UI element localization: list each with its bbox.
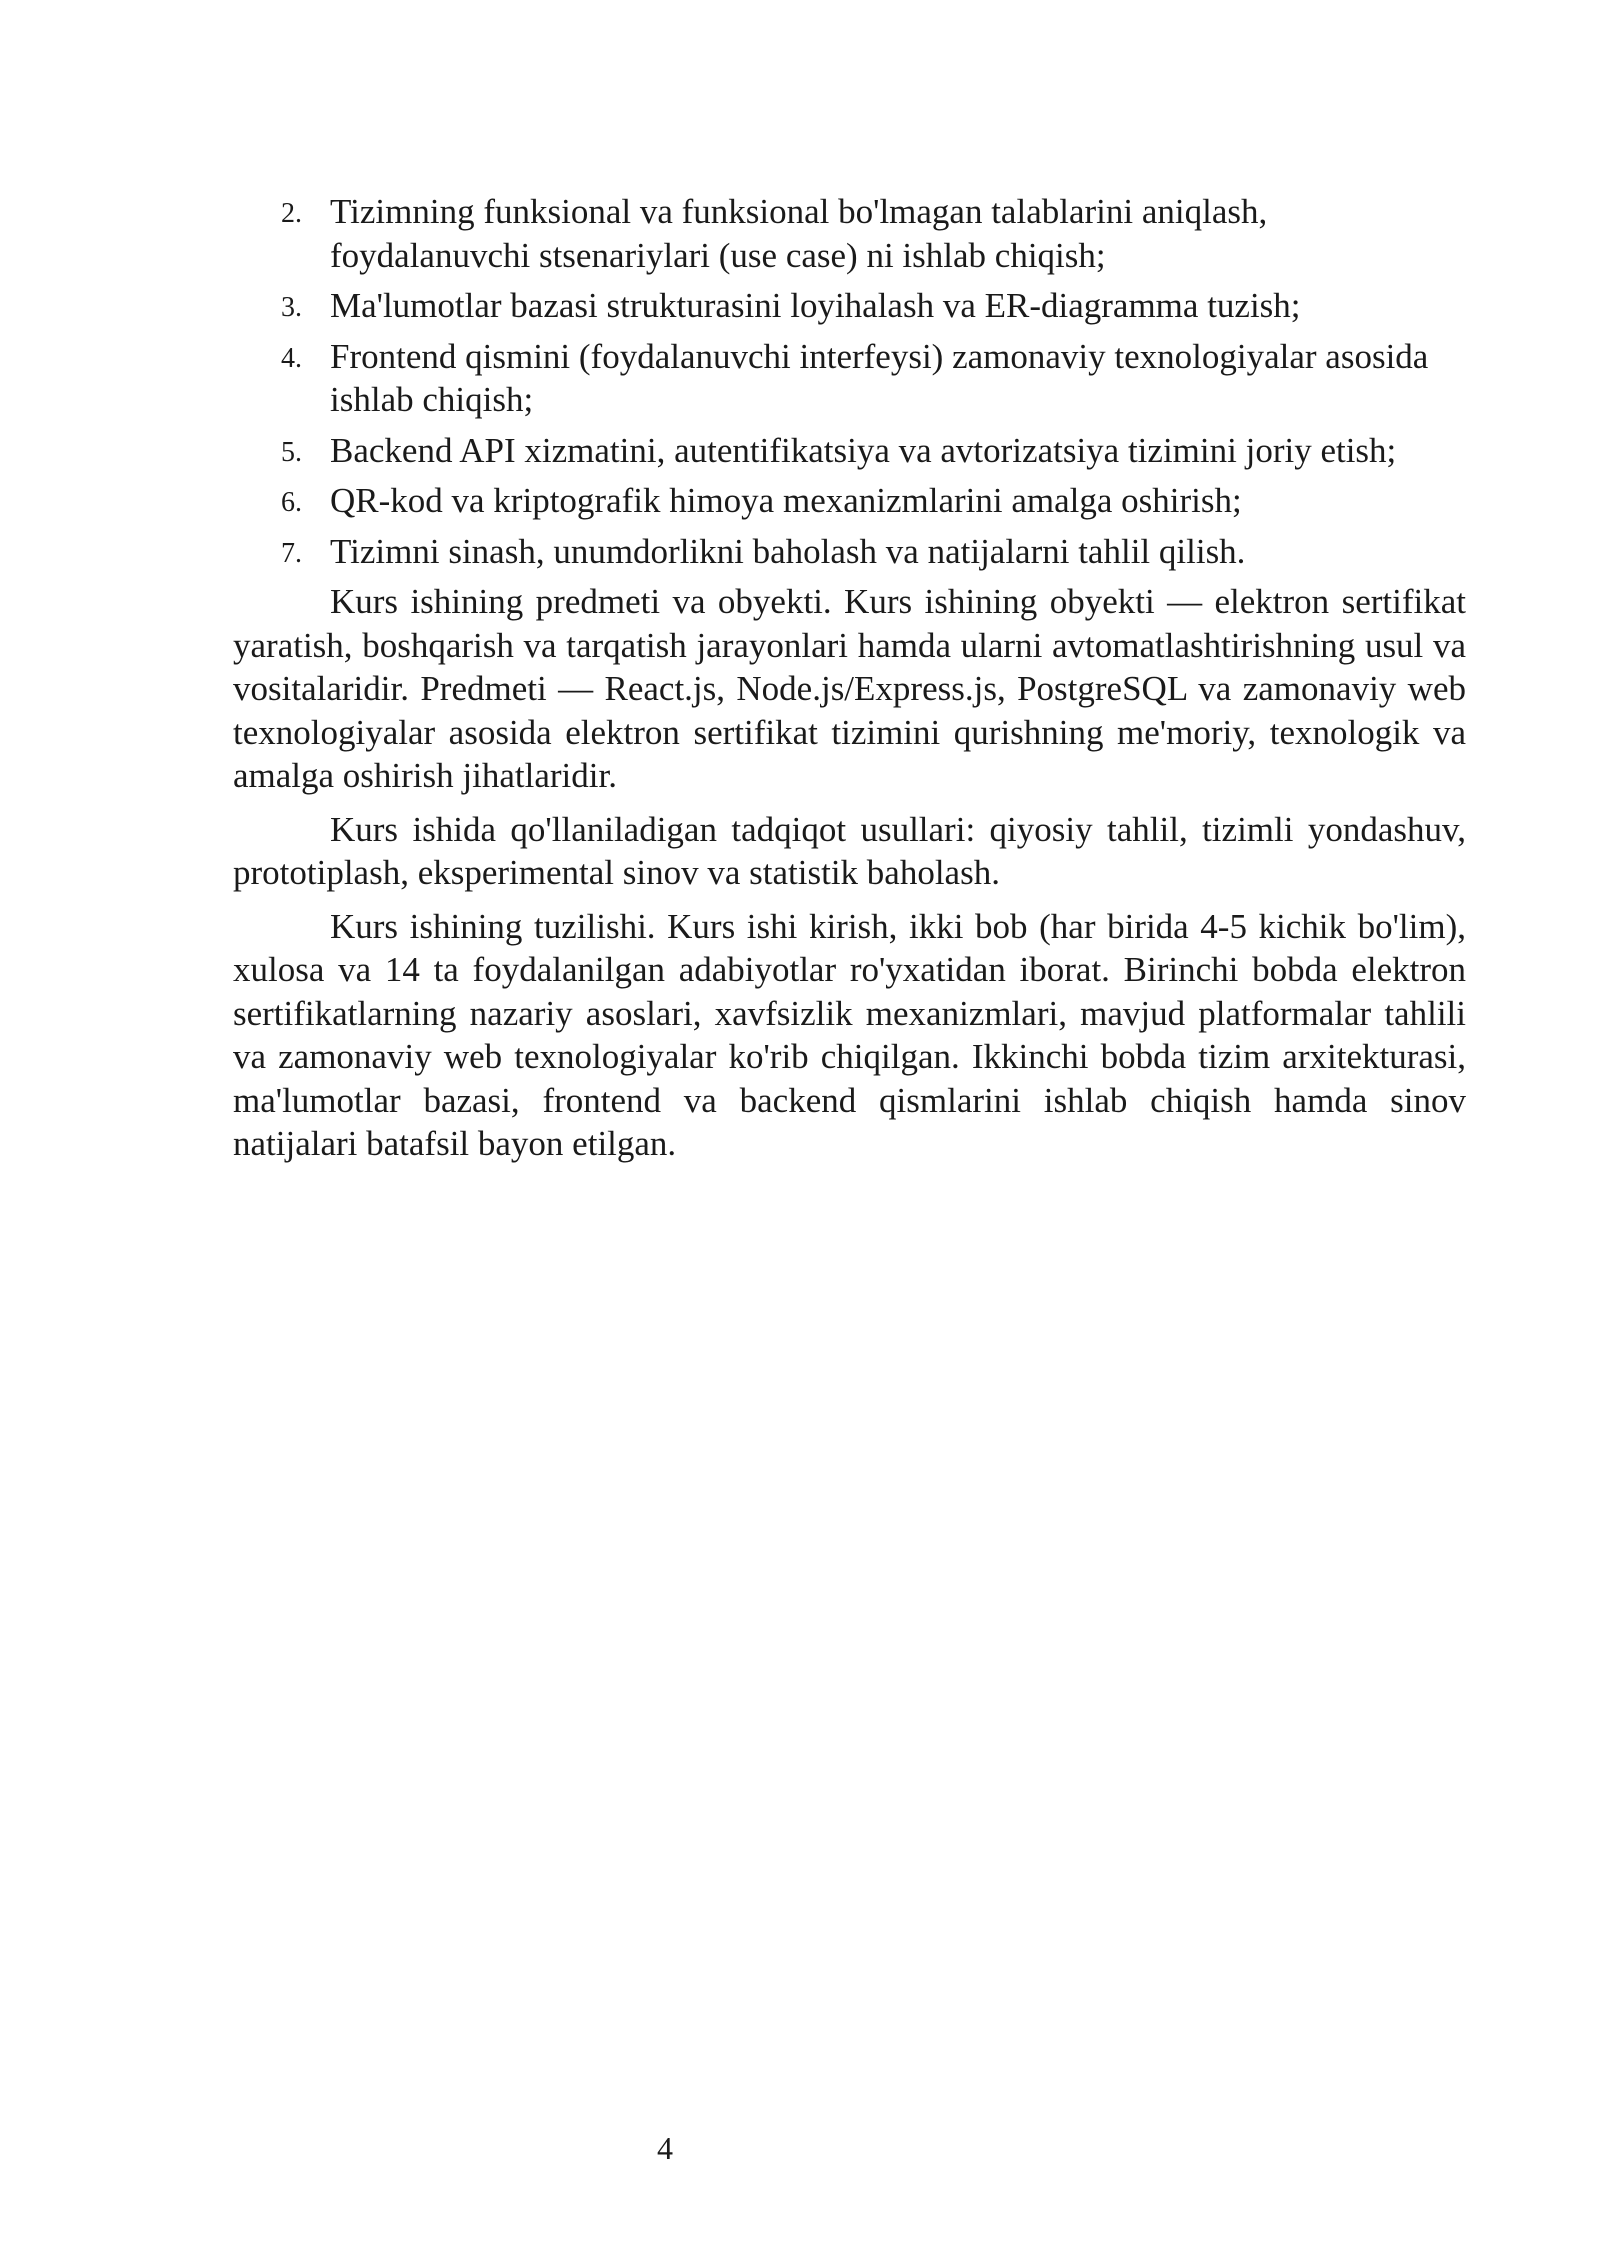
paragraph-subject-object: Kurs ishining predmeti va obyekti. Kurs ishining obyekti — elektron sertifikat yaratish, boshqarish va tarqatish jarayonlari hamda ularni avtomatlashtirishning usul va vositalaridir. Predmeti — React.js, Node.js/Express.js, PostgreSQL va zamonaviy web texnologiyalar asosida elektron sertifikat tizimini qurishning me'moriy, texnologik va amalga oshirish jihatlaridir.	[233, 582, 1466, 795]
list-item-text: QR-kod va kriptografik himoya mexanizmlarini amalga oshirish;	[330, 481, 1242, 520]
list-item-number: 2.	[281, 198, 302, 229]
list-item-number: 4.	[281, 342, 302, 374]
list-item-number: 5.	[281, 436, 302, 468]
list-item-text: Tizimning funksional va funksional bo'lmagan talablarini aniqlash, foydalanuvchi stsenariylari (use case) ni ishlab chiqish;	[330, 192, 1268, 275]
list-item	[233, 530, 1466, 574]
list-item	[233, 479, 1466, 523]
list-item-text: Backend API xizmatini, autentifikatsiya va avtorizatsiya tizimini joriy etish;	[330, 430, 1397, 470]
list-item-number: 6.	[281, 487, 302, 518]
list-item-text: Ma'lumotlar bazasi strukturasini loyihalash va ER-diagramma tuzish;	[330, 286, 1301, 325]
list-item	[233, 284, 1466, 328]
list-item-text: Frontend qismini (foydalanuvchi interfeysi) zamonaviy texnologiyalar asosida ishlab chiqish;	[330, 336, 1429, 419]
list-item	[233, 335, 1466, 422]
page-number: 4	[657, 2130, 673, 2166]
page-content	[233, 190, 1466, 1176]
paragraph-structure: Kurs ishining tuzilishi. Kurs ishi kirish, ikki bob (har birida 4-5 kichik bo'lim), xulosa va 14 ta foydalanilgan adabiyotlar ro'yxatidan iborat. Birinchi bobda elektron sertifikatlarning nazariy asoslari, xavfsizlik mexanizmlari, mavjud platformalar tahlili va zamonaviy web texnologiyalar ko'rib chiqilgan. Ikkinchi bobda tizim arxitekturasi, ma'lumotlar bazasi, frontend va backend qismlarini ishlab chiqish hamda sinov natijalari batafsil bayon etilgan.	[233, 906, 1466, 1163]
list-item-text: Tizimni sinash, unumdorlikni baholash va natijalarni tahlil qilish.	[330, 531, 1246, 571]
list-item-number: 3.	[281, 292, 302, 323]
list-item	[233, 429, 1466, 473]
paragraph-research-methods: Kurs ishida qo'llaniladigan tadqiqot usullari: qiyosiy tahlil, tizimli yondashuv, prototiplash, eksperimental sinov va statistik baholash.	[233, 809, 1466, 892]
task-list	[233, 190, 1466, 573]
list-item-number: 7.	[281, 537, 302, 569]
list-item	[233, 190, 1466, 277]
